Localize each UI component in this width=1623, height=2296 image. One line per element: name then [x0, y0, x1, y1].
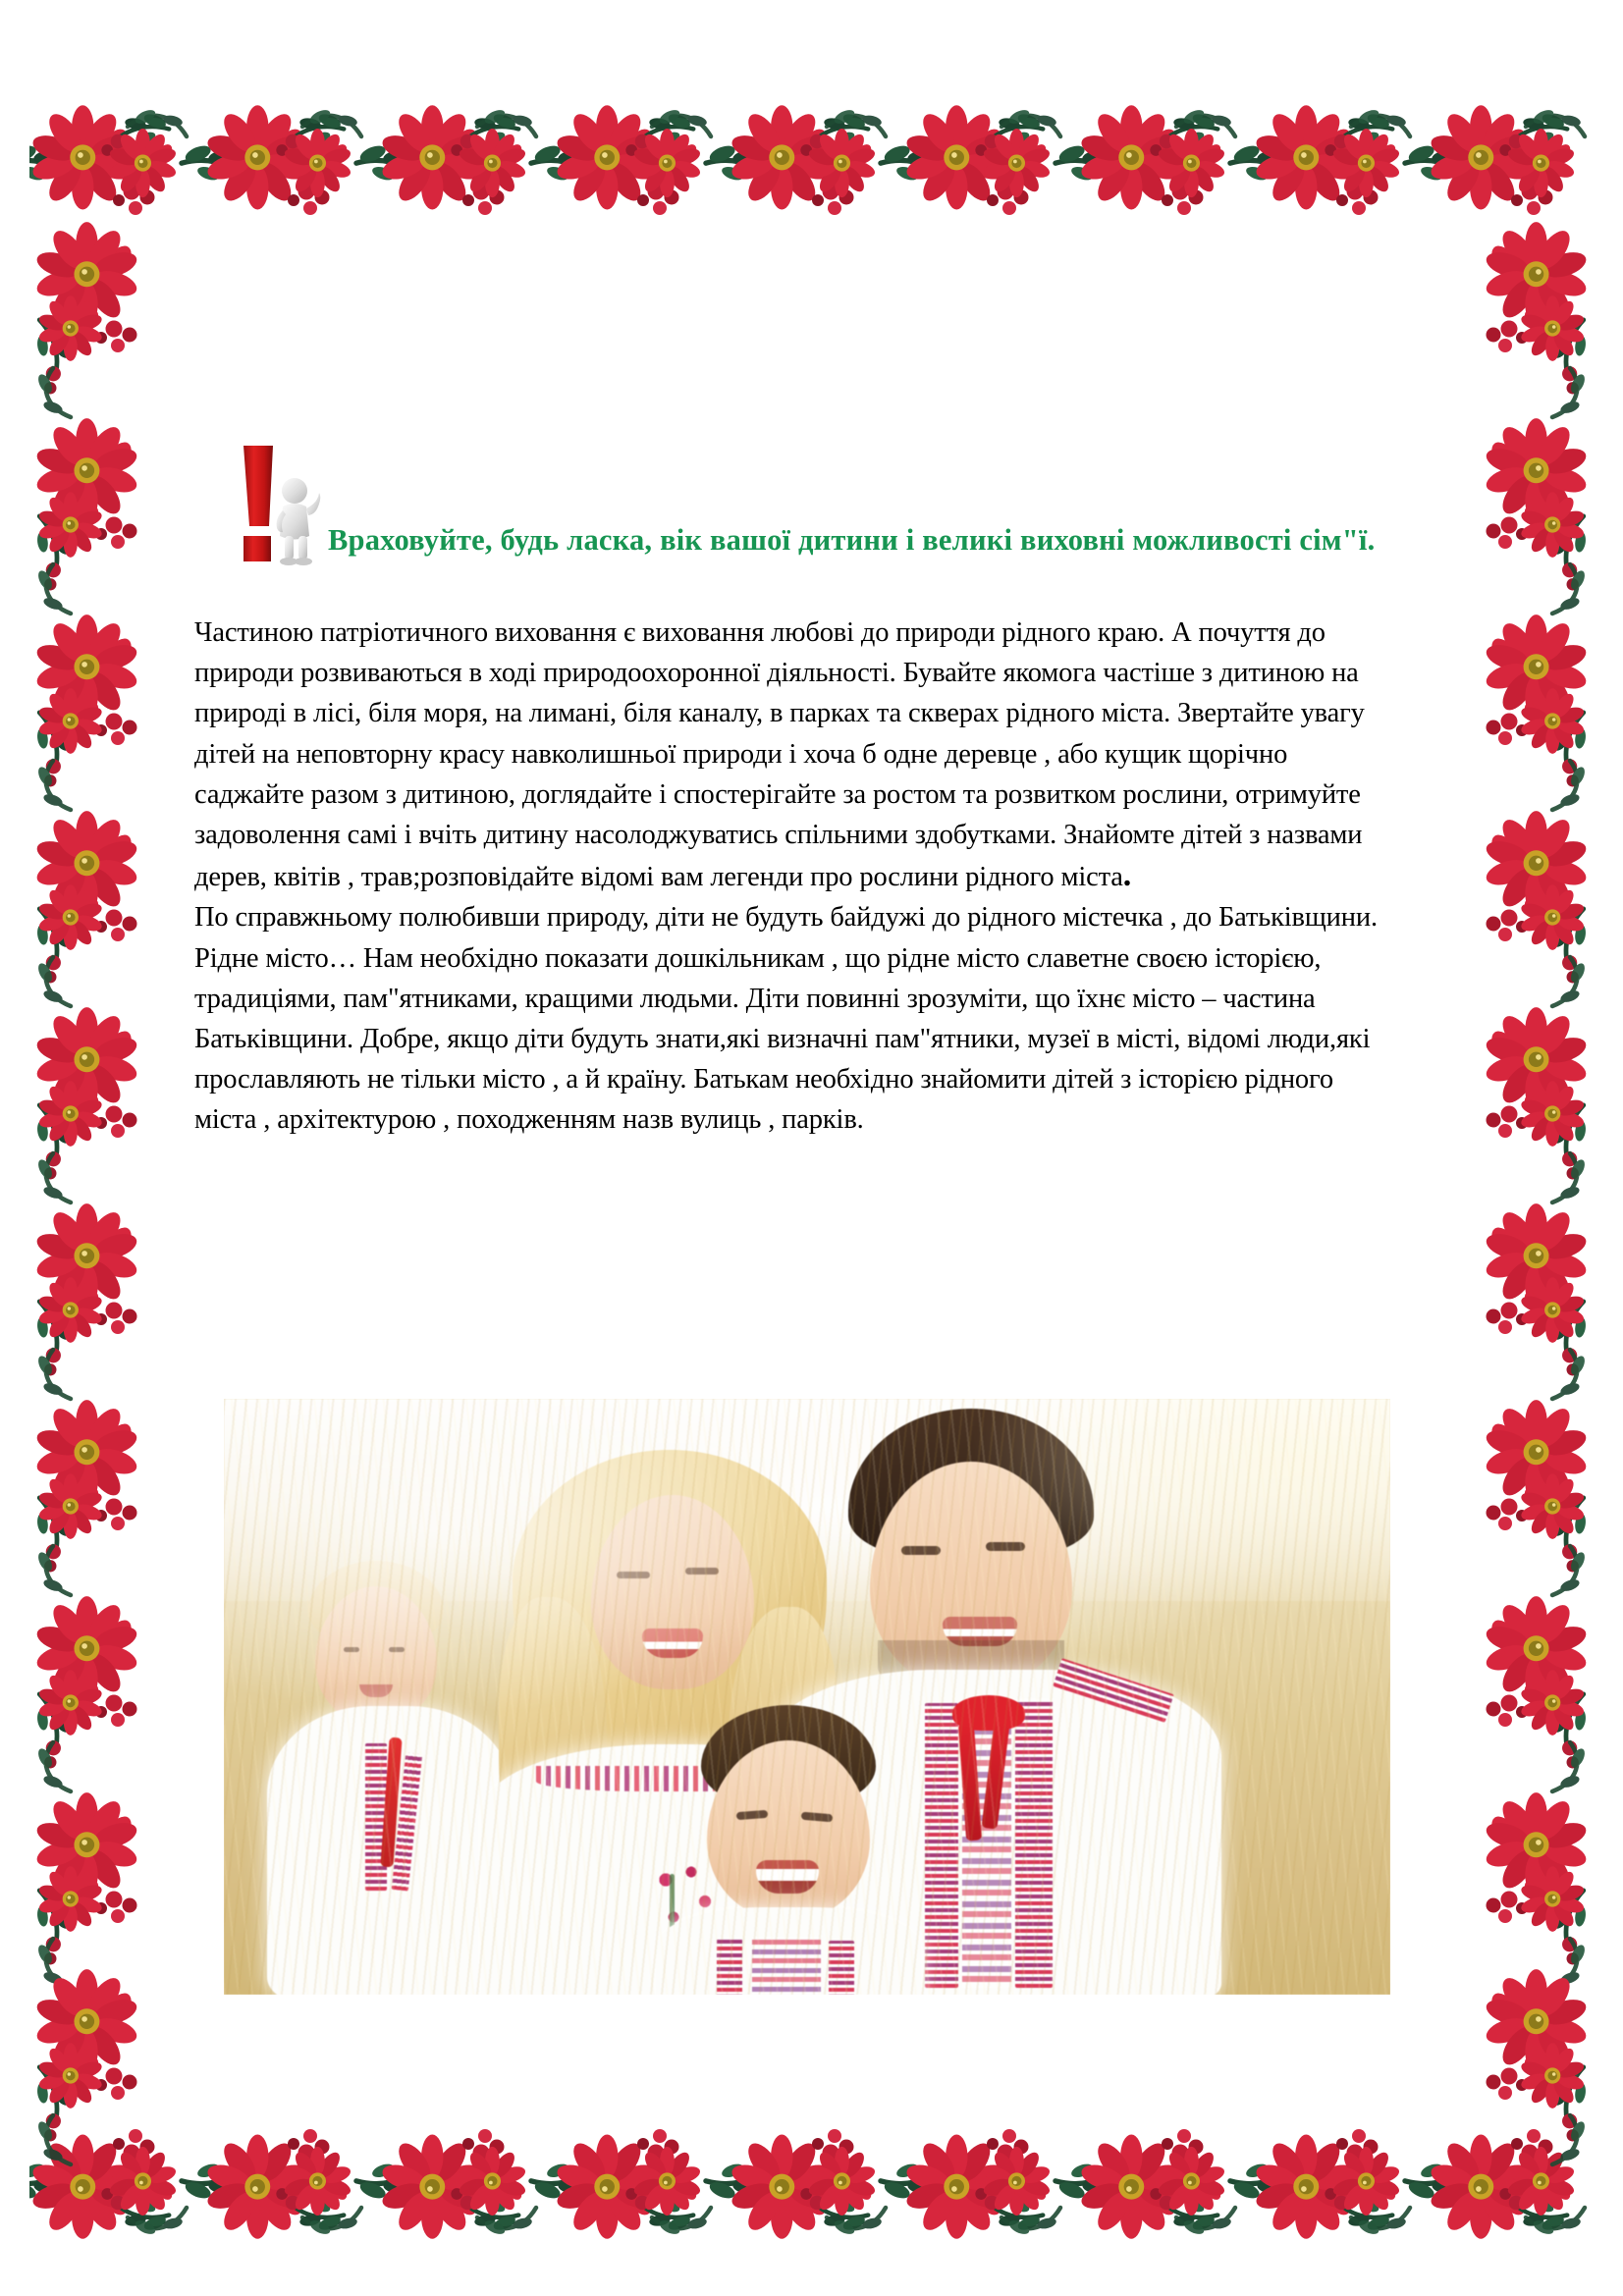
border-band-right: [1484, 222, 1594, 2164]
body-paragraph-1: [194, 569, 1402, 897]
father-figure: [760, 1409, 1221, 1995]
toddler-figure: [261, 1561, 516, 1995]
border-band-bottom: [29, 2129, 1585, 2239]
page-title: Враховуйте, будь ласка, вік вашої дитини і великі виховні можливості сім"ї.: [328, 523, 1376, 557]
body-paragraph-3: Рідне місто… Нам необхідно показати дошкільникам , що рідне місто славетне своєю історією, традиціями, пам"ятниками, кращими людьми. Діти повинні зрозуміти, що їхнє місто – частина Батьківщини. Добре, якщо діти будуть знати,які визначні пам"ятники, музеї в місті, відомі люди,які прославляють не тільки місто , а й країну. Батькам необхідно знайомити дітей з історією рідного міста , архітектурою , походженням назв вулиць , парків.: [194, 942, 1378, 1136]
document-content: [194, 422, 1402, 1141]
boy-figure: [646, 1705, 931, 1995]
family-photo: [224, 1399, 1390, 1995]
body-paragraph-1-text: Частиною патріотичного виховання є виховання любові до природи рідного краю. А почуття до природи розвиваються в ході природоохоронної діяльності. Бувайте якомога частіше з дитиною на природі в лісі, біля моря, на лимані, біля каналу, в парках та скверах рідного міста. Звертайте увагу дітей на неповторну красу навколишньої природи і хоча б одне деревце , або кущик щорічно саджайте разом з дитиною, доглядайте і спостерігайте за ростом та розвитком рослини, отримуйте задоволення самі і вчіть дитину насолоджуватись спільними здобутками. Знайомте дітей з назвами дерев, квітів , трав;розповідайте відомі вам легенди про рослини рідного міста: [194, 617, 1372, 893]
border-band-left: [29, 222, 139, 2164]
border-band-top: [29, 105, 1585, 215]
emphasis-period: .: [1122, 857, 1132, 894]
exclamation-mark-icon: [226, 440, 328, 569]
family-photo-canvas: [224, 1399, 1390, 1995]
body-paragraph-2: По справжньому полюбивши природу, діти не будуть байдужі до рідного містечка , до Батьківщини.: [194, 902, 1378, 934]
mother-figure: [477, 1450, 870, 1995]
heading-block: [194, 422, 1402, 569]
